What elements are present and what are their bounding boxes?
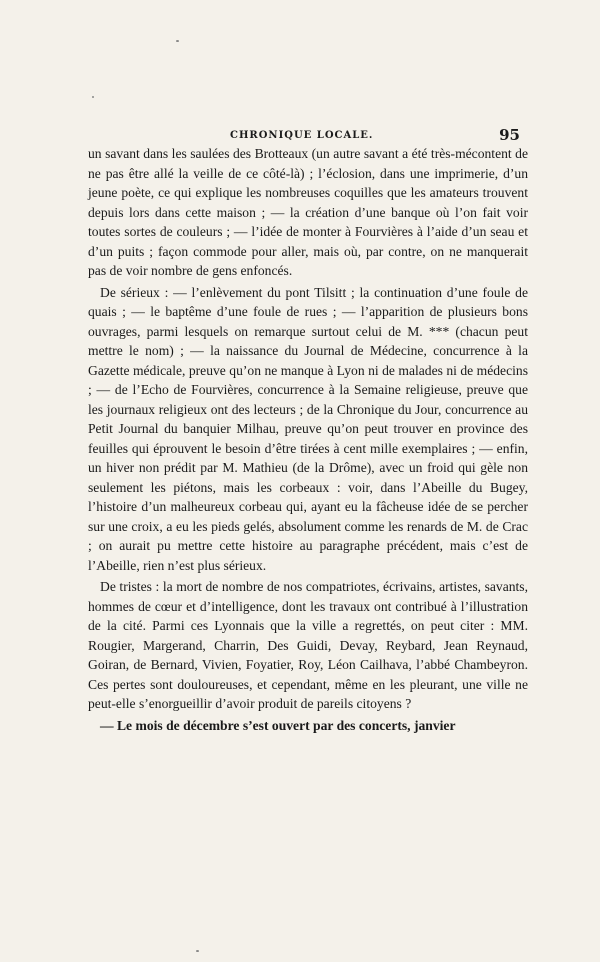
- paper-speck: [92, 96, 94, 98]
- running-head: [80, 126, 540, 146]
- paragraph-serieux: De sérieux : — l’enlèvement du pont Tilsitt ; la continuation d’une foule de quais ; — le baptême d’une foule de rues ; — l’apparition de plusieurs bons ouvrages, parmi lesquels on remarque surtout celui de M. *** (chacun peut mettre le nom) ; — la naissance du Journal de Médecine, concurrence à la Gazette médicale, preuve qu’on ne manque à Lyon ni de malades ni de médecins ; — de l’Echo de Fourvières, concurrence à la Semaine religieuse, preuve que les journaux religieux ont des lecteurs ; de la Chronique du Jour, concurrence au Petit Journal du banquier Milhau, preuve qu’on peut trouver en province des feuilles qui éprouvent le besoin d’être tirées à cent mille exemplaires ; — enfin, un hiver non prédit par M. Mathieu (de la Drôme), avec un froid qui gèle non seulement les piétons, mais les corbeaux : voir, dans l’Abeille du Bugey, l’histoire d’un malheureux corbeau qui, ayant eu la fâcheuse idée de se percher sur une croix, a eu les pieds gelés, absolument comme les renards de M. de Crac ; on aurait pu mettre cette histoire au paragraphe précédent, mais c’est de l’Abeille, rien n’est plus sérieux.: [88, 284, 528, 573]
- paragraph-decembre: — Le mois de décembre s’est ouvert par des concerts, janvier: [100, 717, 456, 733]
- paragraph-continuation: un savant dans les saulées des Brotteaux (un autre savant a été très-mécontent de ne pas être allé la veille de ce côté-là) ; l’éclosion, dans une imprimerie, d’un jeune poète, ce qui explique les nombreuses coquilles que les amateurs trouvent depuis lors dans cette maison ; — la création d’une banque où l’on fait voir toutes sortes de couleurs ; — l’idée de monter à Fourvières à l’aide d’un seau et d’un puits ; façon commode pour aller, mais où, par contre, on ne manquerait pas de voir nombre de gens enfoncés.: [88, 146, 528, 278]
- body-text: [88, 144, 528, 737]
- running-title: CHRONIQUE LOCALE.: [230, 130, 374, 141]
- paper-speck: [196, 950, 199, 952]
- page-number: 95: [499, 126, 520, 144]
- paper-speck: [176, 40, 179, 42]
- paragraph-tristes: De tristes : la mort de nombre de nos compatriotes, écrivains, artistes, savants, hommes de cœur et d’intelligence, dont les travaux ont contribué à l’illustration de la cité. Parmi ces Lyonnais que la ville a regrettés, on peut citer : MM. Rougier, Margerand, Charrin, Des Guidi, Devay, Reybard, Jean Reynaud, Goiran, de Bernard, Vivien, Foyatier, Roy, Léon Cailhava, l’abbé Chambeyron. Ces pertes sont douloureuses, et cependant, même en les pleurant, une ville ne peut-elle s’enorgueillir d’avoir produit de pareils citoyens ?: [88, 579, 528, 711]
